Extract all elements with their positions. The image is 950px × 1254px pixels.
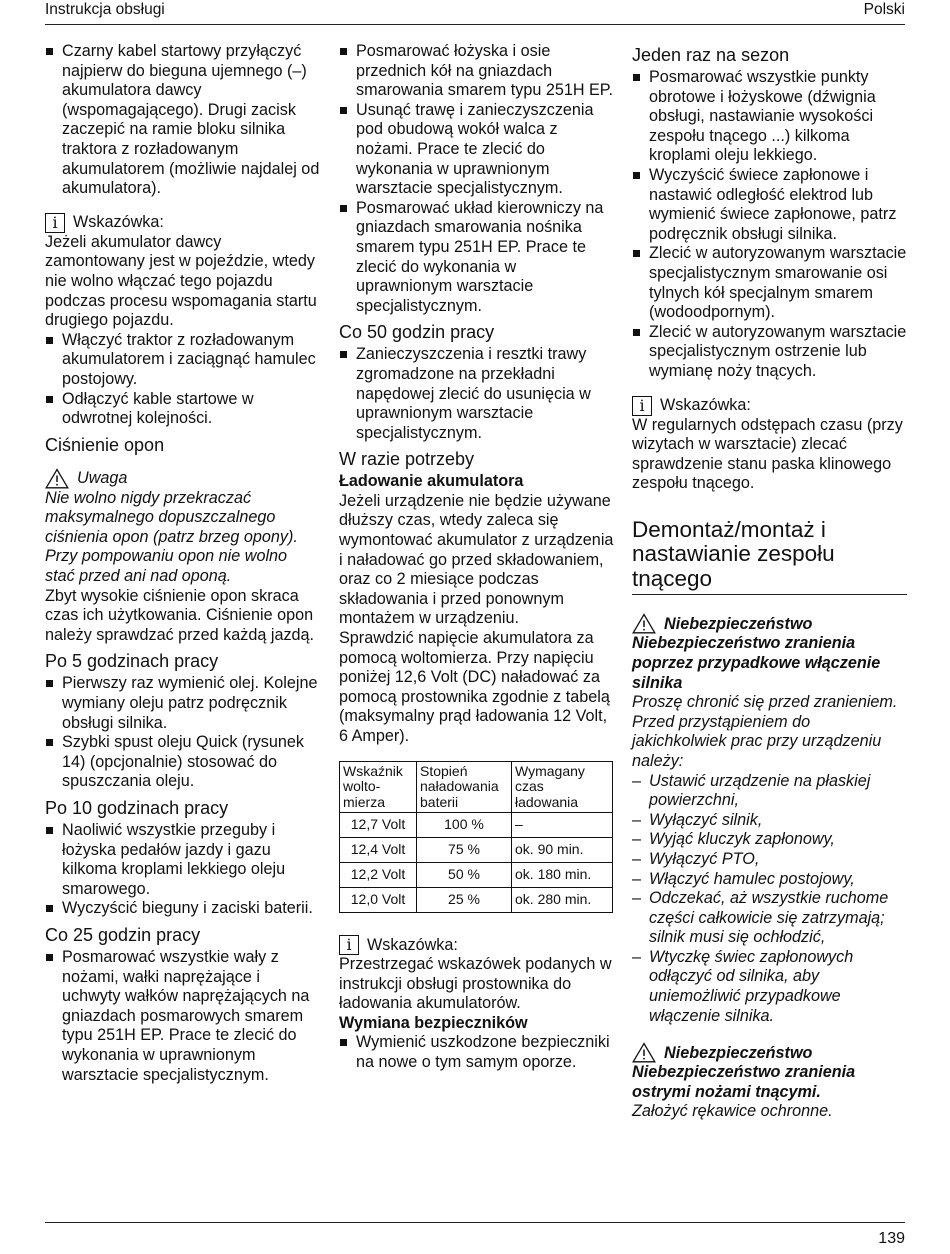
list-item: Zanieczyszczenia i resztki trawy zgromadzone na przekładni napędowej zlecić do usunięcia w uprawnionym warsztacie specjalistycznym. [339, 345, 614, 443]
list-item: Włączyć traktor z rozładowanym akumulatorem i zaciągnąć hamulec postojowy. [45, 331, 320, 390]
warning-triangle-icon [45, 468, 69, 489]
list-item: Wyczyścić bieguny i zaciski baterii. [45, 899, 320, 919]
list-item: Usunąć trawę i zanieczyszczenia pod obudową wokół walca z nożami. Prace te zlecić do wykonania w uprawnionym warsztacie specjalistycznym. [339, 101, 614, 199]
list-item: – Odczekać, aż wszystkie ruchome części całkowicie się zatrzymają; silnik musi się ochłodzić, [632, 889, 907, 948]
page-header [45, 0, 905, 25]
bullet-list [339, 1033, 614, 1072]
header-title: Instrukcja obsługi [45, 1, 165, 18]
danger-heading [632, 1042, 907, 1063]
list-item: Zlecić w autoryzowanym warsztacie specjalistycznym smarowanie osi tylnych kół specjalnym smarem (wodoodpornym). [632, 244, 907, 322]
table-row [340, 813, 613, 838]
section-heading: Po 5 godzinach pracy [45, 651, 219, 672]
bullet-list [632, 68, 907, 382]
note-heading [339, 935, 614, 955]
column-1 [45, 42, 320, 1085]
list-item: Odłączyć kable startowe w odwrotnej kolejności. [45, 390, 320, 429]
list-item: Szybki spust oleju Quick (rysunek 14) (opcjonalnie) stosować do spuszczania oleju. [45, 733, 320, 792]
subsection-heading: Ładowanie akumulatora [339, 472, 524, 491]
table-cell: 12,7 Volt [340, 813, 417, 838]
table-cell: 75 % [417, 838, 512, 863]
table-cell: 100 % [417, 813, 512, 838]
page-number: 139 [878, 1230, 905, 1247]
caution-heading [45, 468, 320, 489]
list-item: – Wtyczkę świec zapłonowych odłączyć od silnika, aby uniemożliwić przypadkowe włączenie silnika. [632, 948, 907, 1026]
note-title: Wskazówka: [367, 935, 458, 954]
note-heading [45, 213, 320, 233]
table-cell: ok. 280 min. [512, 888, 613, 913]
warning-triangle-icon [632, 613, 656, 634]
caution-text: Nie wolno nigdy przekraczać maksymalnego dopuszczalnego ciśnienia opon (patrz brzeg opony). Przy pompowaniu opon nie wolno stać przed ani nad oponą. [45, 488, 298, 586]
table-header-cell: Wymagany czas ładowania [512, 761, 613, 813]
table-row [340, 863, 613, 888]
paragraph: Zbyt wysokie ciśnienie opon skraca czas ich użytkowania. Ciśnienie opon należy sprawdzać przed każdą jazdą. [45, 586, 315, 644]
section-heading: Co 50 godzin pracy [339, 322, 495, 343]
table-cell: ok. 180 min. [512, 863, 613, 888]
danger-title: Niebezpieczeństwo [664, 1043, 813, 1062]
list-item: Naoliwić wszystkie przeguby i łożyska pedałów jazdy i gazu kilkoma kroplami lekkiego oleju smarowego. [45, 821, 320, 899]
table-cell: 25 % [417, 888, 512, 913]
bullet-list [339, 42, 614, 316]
danger-text: Proszę chronić się przed zranieniem. Przed przystąpieniem do jakichkolwiek prac przy urządzeniu należy: [632, 693, 898, 770]
info-icon: i [632, 396, 652, 416]
danger-heading [632, 613, 907, 634]
table-row [340, 888, 613, 913]
note-text: Jeżeli akumulator dawcy zamontowany jest w pojeździe, wtedy nie wolno włączać tego pojazdu podczas procesu wspomagania startu drugiego pojazdu. [45, 232, 317, 330]
table-cell: 12,2 Volt [340, 863, 417, 888]
bullet-list [45, 821, 320, 919]
note-heading [632, 396, 907, 416]
paragraph: Jeżeli urządzenie nie będzie używane dłuższy czas, wtedy zaleca się wymontować akumulator z urządzenia i naładować go przed składowaniem, oraz co 2 miesiące podczas składowania i przed ponownym montażem w urządzeniu. [339, 491, 614, 628]
table-cell: ok. 90 min. [512, 838, 613, 863]
section-heading: Po 10 godzinach pracy [45, 798, 229, 818]
list-item: – Wyjąć kluczyk zapłonowy, [632, 830, 907, 850]
list-item: – Ustawić urządzenie na płaskiej powierzchni, [632, 772, 907, 811]
table-cell: – [512, 813, 613, 838]
list-item: Posmarować układ kierowniczy na gniazdach smarowania nośnika smarem typu 251H EP. Prace te zlecić do wykonania w uprawnionym warsztacie specjalistycznym. [339, 199, 614, 317]
table-row [340, 838, 613, 863]
column-3 [632, 42, 907, 1122]
list-item: Posmarować łożyska i osie przednich kół na gniazdach smarowania smarem typu 251H EP. [339, 42, 614, 101]
section-heading: Ciśnienie opon [45, 434, 165, 455]
list-item: Czarny kabel startowy przyłączyć najpierw do bieguna ujemnego (–) akumulatora dawcy (wspomagającego). Drugi zacisk zaczepić na ramie bloku silnika traktora z rozładowanym akumulatorem (możliwie najdalej od akumulatora). [45, 42, 320, 199]
note-title: Wskazówka: [660, 395, 751, 414]
note-text: Przestrzegać wskazówek podanych w instrukcji obsługi prostownika do ładowania akumulatorów. [339, 955, 612, 1013]
bullet-list [45, 674, 320, 792]
column-2 [339, 42, 614, 1073]
paragraph: Sprawdzić napięcie akumulatora za pomocą woltomierza. Przy napięciu poniżej 12,6 Volt (DC) naładować za pomocą prostownika zgodnie z tabelą (maksymalny prąd ładowania 12 Volt, 6 Amper). [339, 629, 610, 745]
section-heading: W razie potrzeby [339, 449, 475, 470]
list-item: Pierwszy raz wymienić olej. Kolejne wymiany oleju patrz podręcznik obsługi silnika. [45, 674, 320, 733]
table-cell: 50 % [417, 863, 512, 888]
bullet-list [339, 345, 614, 443]
bullet-list [45, 331, 320, 429]
section-heading: Jeden raz na sezon [632, 45, 790, 65]
bullet-list [45, 42, 320, 199]
list-item: Posmarować wszystkie wały z nożami, wałki naprężające i uchwyty wałków naprężających na gniazdach posmarowych smarem typu 251H EP. Prace te zlecić do wykonania w uprawnionym warsztacie specjalistycznym. [45, 948, 320, 1085]
charging-table [339, 761, 613, 914]
bullet-list [45, 948, 320, 1085]
table-cell: 12,0 Volt [340, 888, 417, 913]
info-icon: i [339, 935, 359, 955]
caution-title: Uwaga [77, 469, 128, 488]
table-header-row [340, 761, 613, 813]
list-item: Posmarować wszystkie punkty obrotowe i łożyskowe (dźwignia obsługi, nastawianie wysokości zespołu tnącego ...) kilkoma kroplami oleju lekkiego. [632, 68, 907, 166]
list-item: Wymienić uszkodzone bezpieczniki na nowe o tym samym oporze. [339, 1033, 614, 1072]
section-heading: Co 25 godzin pracy [45, 924, 201, 945]
list-item: – Wyłączyć silnik, [632, 811, 907, 831]
danger-subtitle: Niebezpieczeństwo zranienia ostrymi nożami tnącymi. [632, 1063, 856, 1101]
header-language: Polski [863, 1, 905, 18]
table-header-cell: Wskaźnik wolto-mierza [340, 761, 417, 813]
note-title: Wskazówka: [73, 213, 164, 232]
chapter-heading: Demontaż/montaż i nastawianie zespołu tnącego [632, 518, 907, 596]
footer-divider [45, 1222, 905, 1223]
dash-list [632, 772, 907, 1027]
table-header-cell: Stopień naładowania baterii [417, 761, 512, 813]
list-item: – Włączyć hamulec postojowy, [632, 870, 907, 890]
warning-triangle-icon [632, 1042, 656, 1063]
danger-text: Założyć rękawice ochronne. [632, 1102, 833, 1121]
danger-title: Niebezpieczeństwo [664, 614, 813, 633]
list-item: – Wyłączyć PTO, [632, 850, 907, 870]
table-cell: 12,4 Volt [340, 838, 417, 863]
info-icon: i [45, 213, 65, 233]
subsection-heading: Wymiana bezpieczników [339, 1013, 528, 1032]
note-text: W regularnych odstępach czasu (przy wizytach w warsztacie) zlecać sprawdzenie stanu paska klinowego zespołu tnącego. [632, 415, 903, 493]
list-item: Zlecić w autoryzowanym warsztacie specjalistycznym ostrzenie lub wymianę noży tnących. [632, 323, 907, 382]
list-item: Wyczyścić świece zapłonowe i nastawić odległość elektrod lub wymienić świece zapłonowe, patrz podręcznik obsługi silnika. [632, 166, 907, 244]
danger-subtitle: Niebezpieczeństwo zranienia poprzez przypadkowe włączenie silnika [632, 634, 881, 692]
